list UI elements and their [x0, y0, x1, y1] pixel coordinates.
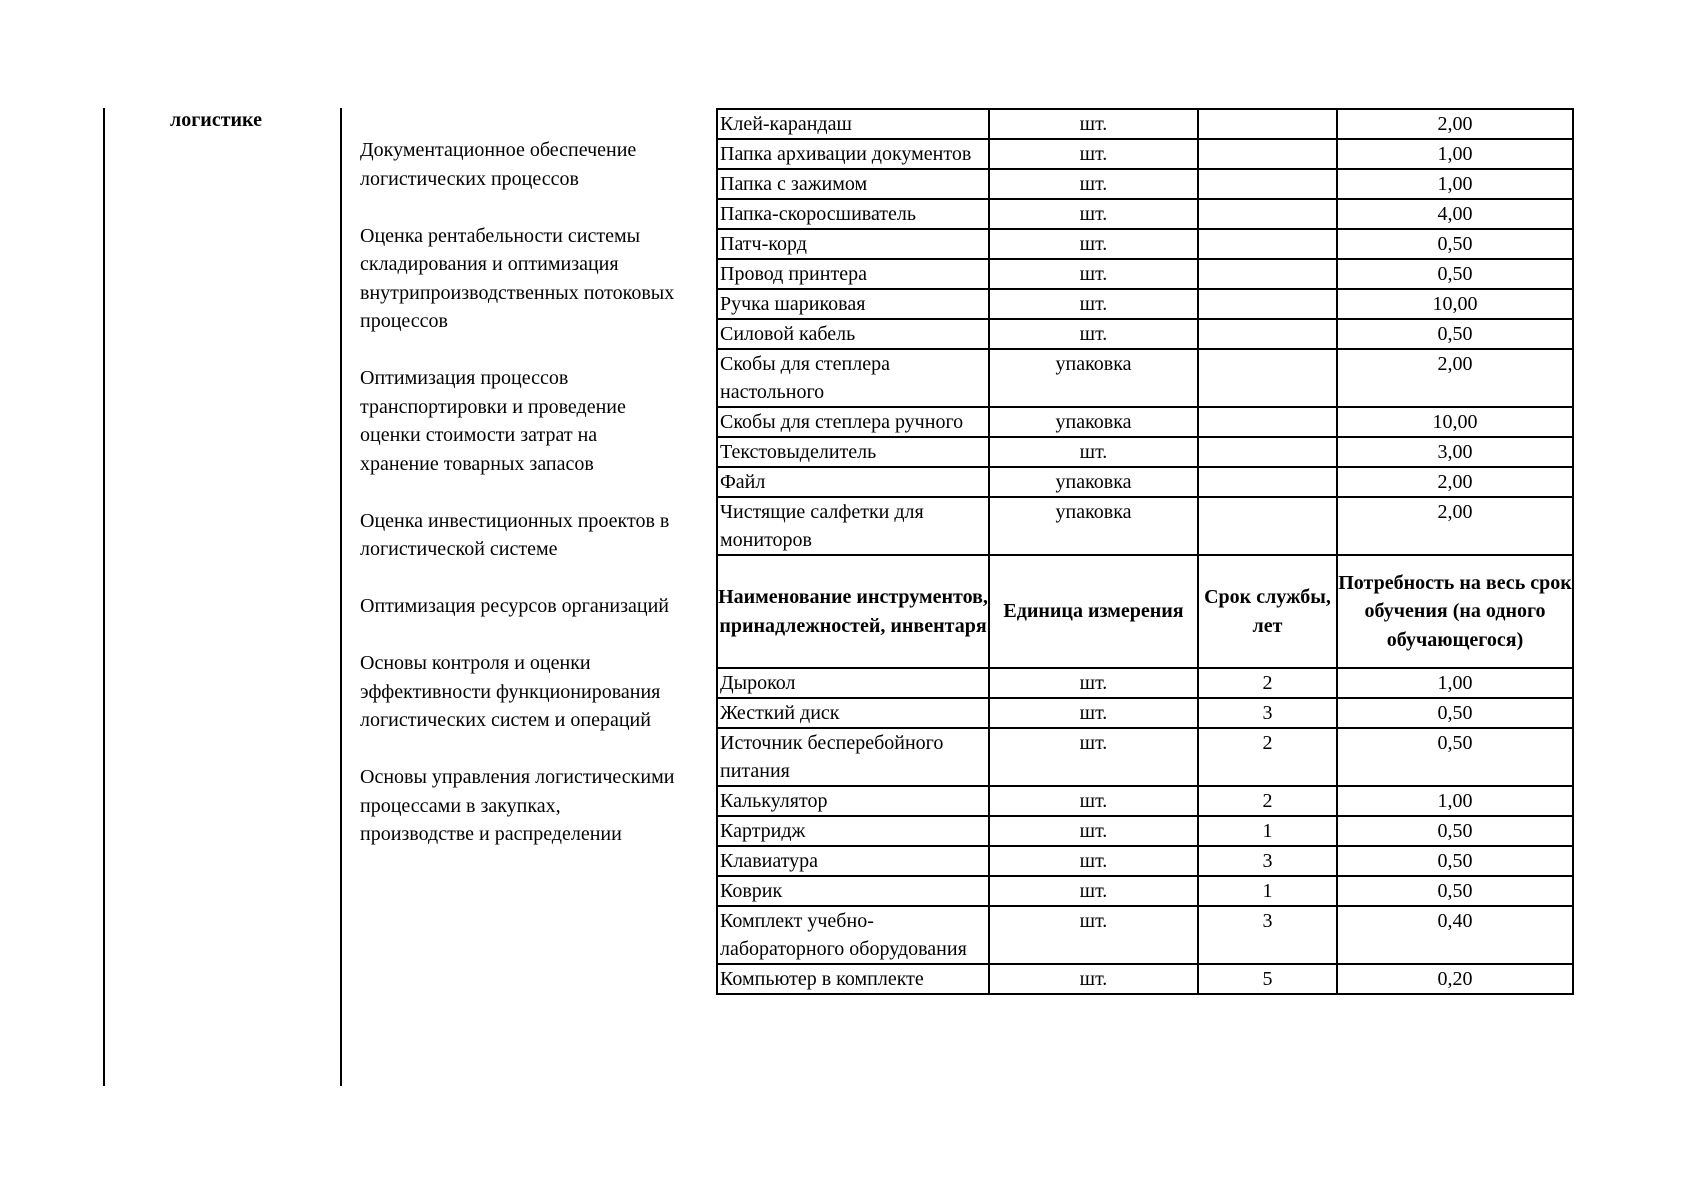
inventory-table [716, 108, 1574, 995]
table-row [717, 289, 1573, 319]
cell-life [1198, 289, 1337, 319]
cell-name: Патч-корд [717, 229, 989, 259]
cell-need: 0,40 [1337, 906, 1573, 964]
cell-name: Скобы для степлера ручного [717, 407, 989, 437]
table-row [717, 319, 1573, 349]
topic-item: Документационное обеспечение логистических процессов [360, 139, 637, 190]
cell-name: Коврик [717, 876, 989, 906]
topic-item: Оптимизация процессов транспортировки и проведение оценки стоимости затрат на хранение товарных запасов [360, 367, 626, 475]
topics-list [360, 136, 715, 877]
table-row [717, 467, 1573, 497]
cell-life [1198, 199, 1337, 229]
topic-item: Оценка рентабельности системы складирования и оптимизация внутрипроизводственных потоковых процессов [360, 224, 675, 332]
table-row [717, 199, 1573, 229]
left-border-line [103, 108, 105, 1086]
cell-name: Компьютер в комплекте [717, 964, 989, 994]
cell-need: 0,50 [1337, 728, 1573, 786]
table-row [717, 497, 1573, 555]
cell-need: 0,50 [1337, 319, 1573, 349]
table-row [717, 139, 1573, 169]
cell-need: 0,50 [1337, 229, 1573, 259]
cell-unit: шт. [989, 906, 1198, 964]
cell-name: Клей-карандаш [717, 109, 989, 139]
cell-life [1198, 259, 1337, 289]
table-row [717, 698, 1573, 728]
cell-unit: шт. [989, 816, 1198, 846]
cell-need: 2,00 [1337, 109, 1573, 139]
cell-name: Калькулятор [717, 786, 989, 816]
cell-unit: шт. [989, 668, 1198, 698]
cell-name: Источник бесперебойного питания [717, 728, 989, 786]
cell-life: 5 [1198, 964, 1337, 994]
cell-unit: упаковка [989, 467, 1198, 497]
cell-name: Комплект учебно-лабораторного оборудования [717, 906, 989, 964]
cell-life: 2 [1198, 728, 1337, 786]
table-row [717, 349, 1573, 407]
table-row [717, 786, 1573, 816]
cell-life [1198, 497, 1337, 555]
cell-name: Клавиатура [717, 846, 989, 876]
table-row [717, 437, 1573, 467]
cell-name: Картридж [717, 816, 989, 846]
cell-name: Файл [717, 467, 989, 497]
header-life: Срок службы, лет [1198, 555, 1337, 668]
cell-need: 1,00 [1337, 139, 1573, 169]
table-row [717, 728, 1573, 786]
cell-need: 0,50 [1337, 698, 1573, 728]
cell-life [1198, 349, 1337, 407]
topic-item: Основы управления логистическими процессами в закупках, производстве и распределении [360, 766, 675, 845]
cell-name: Папка с зажимом [717, 169, 989, 199]
cell-life: 3 [1198, 698, 1337, 728]
table-row [717, 964, 1573, 994]
cell-need: 2,00 [1337, 467, 1573, 497]
cell-unit: шт. [989, 199, 1198, 229]
cell-name: Текстовыделитель [717, 437, 989, 467]
specialty-title: логистике [170, 109, 262, 131]
cell-life [1198, 437, 1337, 467]
cell-life: 2 [1198, 668, 1337, 698]
cell-life: 3 [1198, 906, 1337, 964]
cell-name: Скобы для степлера настольного [717, 349, 989, 407]
cell-need: 10,00 [1337, 407, 1573, 437]
header-unit: Единица измерения [989, 555, 1198, 668]
cell-unit: шт. [989, 289, 1198, 319]
cell-life [1198, 467, 1337, 497]
tools-section [717, 668, 1573, 994]
cell-unit: шт. [989, 846, 1198, 876]
cell-need: 3,00 [1337, 437, 1573, 467]
cell-life [1198, 319, 1337, 349]
cell-life: 2 [1198, 786, 1337, 816]
cell-unit: шт. [989, 876, 1198, 906]
cell-need: 1,00 [1337, 169, 1573, 199]
cell-life: 1 [1198, 816, 1337, 846]
cell-life [1198, 139, 1337, 169]
cell-need: 1,00 [1337, 668, 1573, 698]
cell-name: Папка архивации документов [717, 139, 989, 169]
table-row [717, 169, 1573, 199]
table-row [717, 668, 1573, 698]
cell-unit: шт. [989, 698, 1198, 728]
header-need: Потребность на весь срок обучения (на одного обучающегося) [1337, 555, 1573, 668]
cell-unit: шт. [989, 169, 1198, 199]
cell-unit: упаковка [989, 497, 1198, 555]
cell-need: 0,50 [1337, 876, 1573, 906]
cell-need: 2,00 [1337, 497, 1573, 555]
table-row [717, 229, 1573, 259]
cell-unit: шт. [989, 109, 1198, 139]
cell-need: 4,00 [1337, 199, 1573, 229]
cell-need: 2,00 [1337, 349, 1573, 407]
cell-life [1198, 229, 1337, 259]
cell-unit: шт. [989, 139, 1198, 169]
table-row [717, 846, 1573, 876]
cell-need: 10,00 [1337, 289, 1573, 319]
cell-name: Провод принтера [717, 259, 989, 289]
cell-name: Жесткий диск [717, 698, 989, 728]
cell-need: 0,50 [1337, 846, 1573, 876]
table-row [717, 109, 1573, 139]
cell-need: 0,20 [1337, 964, 1573, 994]
cell-unit: шт. [989, 437, 1198, 467]
cell-unit: шт. [989, 319, 1198, 349]
cell-unit: шт. [989, 259, 1198, 289]
cell-unit: упаковка [989, 407, 1198, 437]
cell-life [1198, 109, 1337, 139]
cell-name: Силовой кабель [717, 319, 989, 349]
cell-name: Папка-скоросшиватель [717, 199, 989, 229]
cell-need: 0,50 [1337, 259, 1573, 289]
cell-unit: шт. [989, 229, 1198, 259]
cell-need: 0,50 [1337, 816, 1573, 846]
supplies-section [717, 109, 1573, 555]
tools-header-section [717, 555, 1573, 668]
cell-life [1198, 169, 1337, 199]
cell-unit: шт. [989, 964, 1198, 994]
topic-item: Основы контроля и оценки эффективности функционирования логистических систем и операций [360, 652, 661, 731]
topic-item: Оценка инвестиционных проектов в логистической системе [360, 509, 670, 560]
cell-name: Чистящие салфетки для мониторов [717, 497, 989, 555]
table-row [717, 259, 1573, 289]
cell-life: 3 [1198, 846, 1337, 876]
table-row [717, 876, 1573, 906]
topic-item: Оптимизация ресурсов организаций [360, 595, 670, 617]
table-row [717, 407, 1573, 437]
cell-life: 1 [1198, 876, 1337, 906]
cell-life [1198, 407, 1337, 437]
cell-unit: упаковка [989, 349, 1198, 407]
table-row [717, 906, 1573, 964]
header-name: Наименование инструментов, принадлежностей, инвентаря [717, 555, 989, 668]
table-header-row [717, 555, 1573, 668]
cell-unit: шт. [989, 786, 1198, 816]
cell-name: Дырокол [717, 668, 989, 698]
table-row [717, 816, 1573, 846]
column-divider-line [340, 108, 342, 1086]
cell-need: 1,00 [1337, 786, 1573, 816]
cell-unit: шт. [989, 728, 1198, 786]
cell-name: Ручка шариковая [717, 289, 989, 319]
